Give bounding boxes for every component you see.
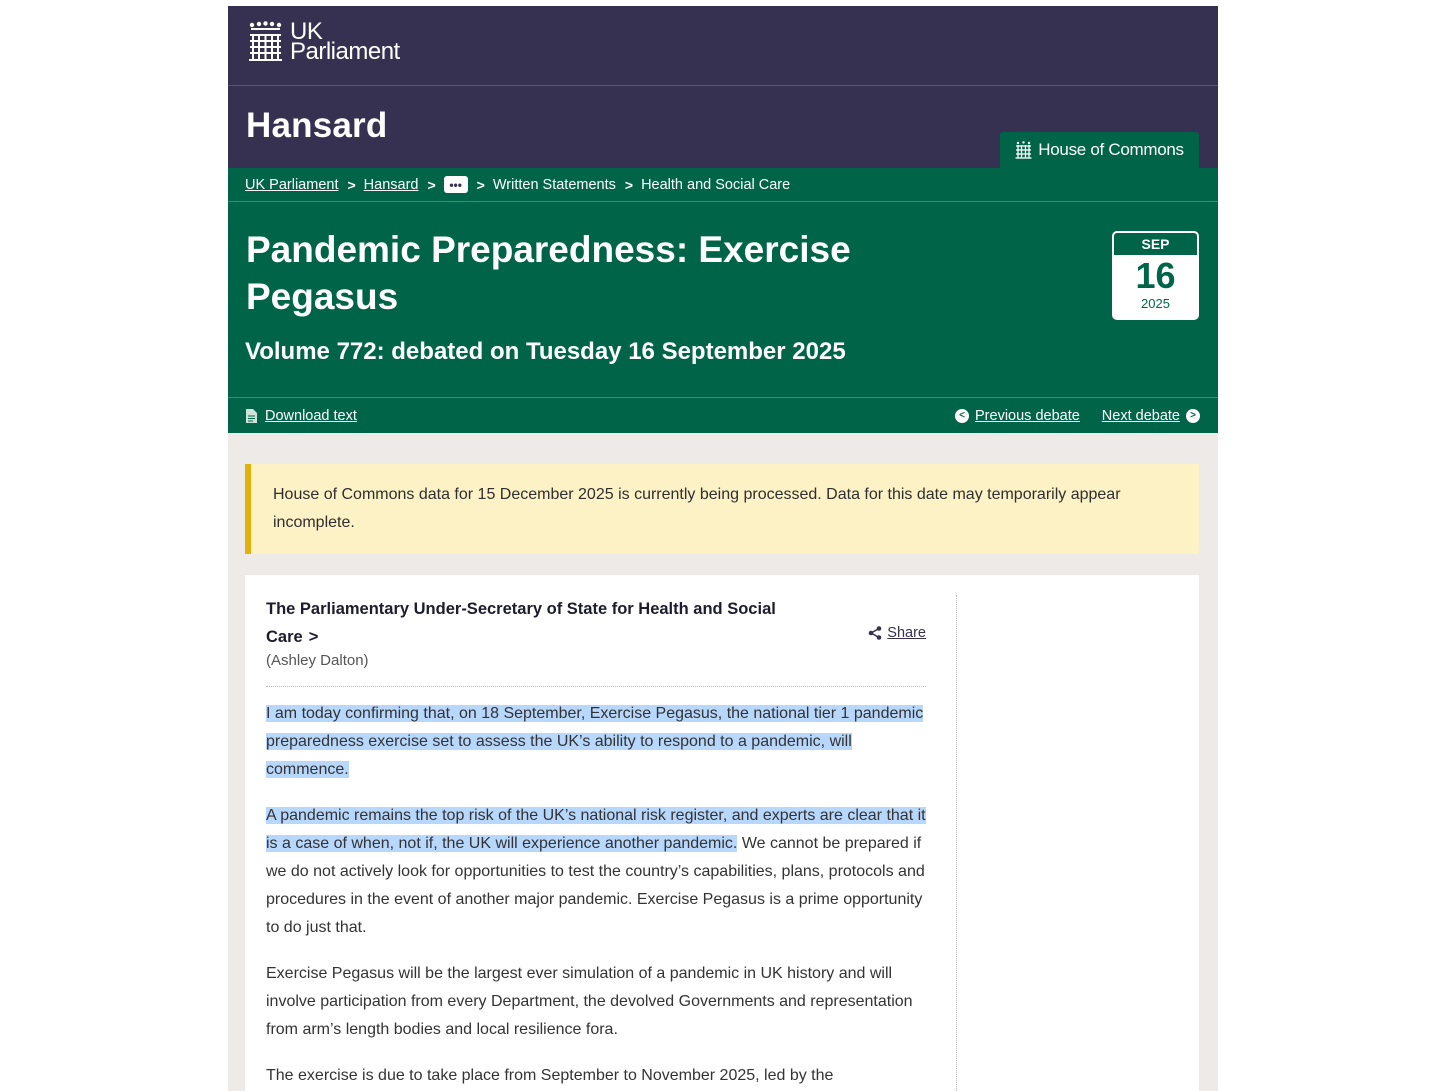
download-text-link[interactable]: Download text [265,407,357,424]
date-month: SEP [1114,233,1197,255]
paragraph-1 [266,700,926,784]
share-button[interactable] [868,625,926,641]
date-day: 16 [1135,255,1176,296]
speaker-title-link[interactable] [266,595,796,651]
date-card [1112,231,1199,320]
share-label: Share [887,625,926,641]
debate-nav [955,408,1200,424]
paragraph-3: Exercise Pegasus will be the largest ever simulation of a pandemic in UK history and will involve participation from every Department, the devolved Governments and representation from arm’s length bodies and local resilience fora. [266,965,913,1038]
portcullis-icon [1015,141,1032,159]
chevron-left-circle-icon: < [955,409,969,423]
data-processing-notice: House of Commons data for 15 December 2025 is currently being processed. Data for this date may temporarily appear incomplete. [245,464,1199,554]
volume-line: Volume 772: debated on Tuesday 16 September 2025 [245,338,846,365]
house-tab-label: House of Commons [1038,140,1184,159]
section-title[interactable]: Hansard [246,106,388,145]
chevron-right-icon: > [476,176,485,193]
date-year: 2025 [1141,296,1170,311]
chevron-right-icon: > [427,176,436,193]
breadcrumb [228,168,1218,202]
chevron-right-icon: > [624,176,634,193]
share-icon [868,626,882,640]
debate-title-block [228,202,1218,398]
download-text-link-wrap [246,408,357,424]
breadcrumb-more-button[interactable]: ••• [444,176,468,193]
speaker-name: (Ashley Dalton) [266,652,369,669]
debate-header [228,168,1218,433]
house-of-commons-tab[interactable] [1000,132,1199,168]
chevron-right-icon: > [347,176,356,193]
site-header [228,6,1218,86]
breadcrumb-written-statements: Written Statements [492,176,616,193]
paragraph-2 [266,802,926,942]
debate-content [245,575,1199,1091]
paragraph-4: The exercise is due to take place from September to November 2025, led by the [266,1067,834,1084]
debate-actions [228,398,1218,433]
breadcrumb-uk-parliament[interactable]: UK Parliament [245,176,339,193]
previous-debate-link[interactable]: Previous debate [975,407,1080,424]
chevron-right-circle-icon: > [1186,409,1200,423]
sidebar-divider [956,595,957,1091]
next-debate-link[interactable]: Next debate [1101,407,1180,424]
logo-wordmark [290,18,400,65]
uk-parliament-logo[interactable] [247,18,400,65]
next-debate-link-wrap [1102,408,1200,424]
document-icon [246,409,257,423]
selected-text: I am today confirming that, on 18 September, Exercise Pegasus, the national tier 1 pandemic preparedness exercise set to assess the UK’s ability to respond to a pandemic, will commence. [266,705,924,778]
speaker-header [266,575,926,687]
page-title: Pandemic Preparedness: Exercise Pegasus [246,229,851,317]
chevron-right-icon: > [308,628,319,646]
hansard-page [228,6,1218,1091]
selected-text: A pandemic remains the top risk of the UK’s national risk register, and experts are clear that it is a case of when, not if, the UK will experience another pandemic. [266,807,926,852]
speaker-title: The Parliamentary Under-Secretary of State for Health and Social Care [266,600,776,646]
breadcrumb-hansard[interactable]: Hansard [363,176,419,193]
previous-debate-link-wrap [955,408,1080,424]
portcullis-icon [247,21,284,63]
paragraph-2-rest: We cannot be prepared if we do not actively look for opportunities to test the country’s capabilities, plans, protocols and procedures in the event of another major pandemic. Exercise Pegasus is a prime opportunity to do just that. [266,835,925,936]
section-header [228,86,1218,168]
breadcrumb-health-social-care: Health and Social Care [641,176,791,193]
contribution [266,575,926,1090]
logo-line-1: UK [290,18,323,45]
logo-line-2: Parliament [290,38,400,65]
